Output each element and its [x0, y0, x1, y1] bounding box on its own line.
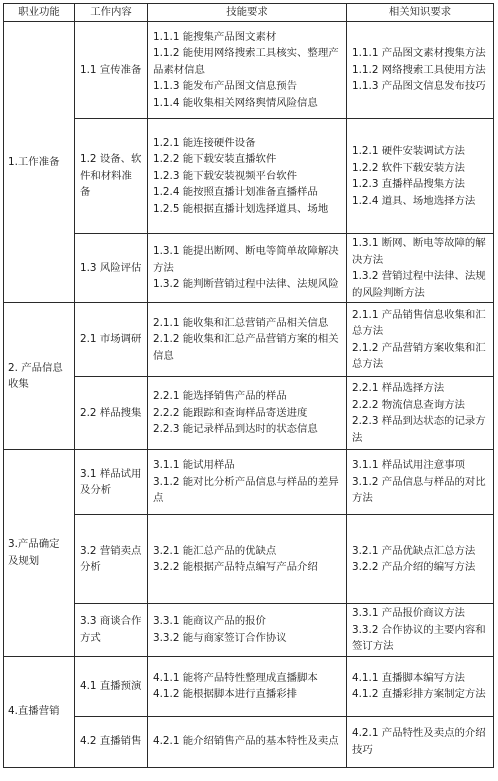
knowledge-requirements-cell: [347, 450, 494, 515]
knowledge-item: 2.2.1 样品选择方法: [352, 382, 445, 394]
knowledge-requirements-cell: [347, 119, 494, 234]
skill-item: 2.2.3 能记录样品到达时的状态信息: [153, 423, 318, 436]
knowledge-requirements-cell: [347, 716, 494, 767]
skill-item: 1.2.3 能下载安装视频平台软件: [153, 169, 298, 182]
knowledge-item: 3.2.1 产品优缺点汇总方法: [352, 544, 476, 557]
knowledge-item: 4.2.1 产品特性及卖点的介绍技巧: [352, 727, 486, 756]
skill-item: 2.1.1 能收集和汇总营销产品相关信息: [153, 316, 329, 329]
work-content-cell: 3.2 营销卖点分析: [75, 515, 148, 604]
knowledge-item: 3.3.1 产品报价商议方法: [352, 607, 465, 619]
skill-requirements-cell: [148, 604, 347, 657]
skill-item: 3.3.2 能与商家签订合作协议: [153, 631, 287, 644]
table-row: [4, 656, 494, 716]
knowledge-item: 3.2.2 产品介绍的编写方法: [352, 561, 476, 573]
knowledge-item: 1.1.2 网络搜索工具使用方法: [352, 63, 486, 76]
knowledge-item: 1.2.3 直播样品搜集方法: [352, 178, 465, 190]
table-row: [4, 303, 494, 377]
skill-requirements-cell: [148, 377, 347, 450]
table-row: [4, 604, 494, 657]
knowledge-requirements-cell: [347, 22, 494, 119]
knowledge-item: 2.2.2 物流信息查询方法: [352, 398, 465, 411]
knowledge-requirements-cell: [347, 656, 494, 716]
skill-item: 1.2.1 能连接硬件设备: [153, 136, 256, 149]
knowledge-item: 1.1.1 产品图文素材搜集方法: [352, 47, 486, 60]
work-content-cell: 1.1 宣传准备: [75, 22, 148, 119]
skill-item: 2.2.1 能选择销售产品的样品: [153, 390, 287, 403]
skill-requirements-cell: [148, 716, 347, 767]
knowledge-requirements-cell: [347, 604, 494, 657]
knowledge-item: 1.2.4 道具、场地选择方法: [352, 194, 476, 207]
skill-item: 4.2.1 能介绍销售产品的基本特性及卖点: [153, 735, 339, 748]
skill-requirements-cell: [148, 515, 347, 604]
function-cell: 2. 产品信息收集: [4, 303, 75, 450]
skill-requirements-cell: [148, 656, 347, 716]
table-row: [4, 119, 494, 234]
function-cell: 4.直播营销: [4, 656, 75, 767]
skill-requirements-cell: [148, 119, 347, 234]
knowledge-item: 1.2.2 软件下载安装方法: [352, 161, 465, 174]
knowledge-item: 1.2.1 硬件安装调试方法: [352, 145, 465, 157]
skill-item: 3.2.2 能根据产品特点编写产品介绍: [153, 561, 318, 573]
skill-item: 1.1.4 能收集相关网络舆情风险信息: [153, 96, 318, 109]
skill-item: 1.1.1 能搜集产品图文素材: [153, 30, 277, 43]
knowledge-requirements-cell: [347, 515, 494, 604]
skill-item: 1.1.3 能发布产品图文信息预告: [153, 80, 298, 93]
knowledge-item: 4.1.2 直播彩排方案制定方法: [352, 688, 486, 700]
skill-item: 4.1.2 能根据脚本进行直播彩排: [153, 688, 298, 700]
knowledge-item: 2.1.1 产品销售信息收集和汇总方法: [352, 308, 486, 337]
skill-requirements-cell: [148, 303, 347, 377]
header-function: 职业功能: [4, 4, 75, 22]
table-body: [4, 22, 494, 768]
table-row: [4, 234, 494, 303]
knowledge-item: 2.2.3 样品到达状态的记录方法: [352, 415, 486, 444]
knowledge-item: 3.1.1 样品试用注意事项: [352, 459, 465, 472]
header-knowledge-requirements: 相关知识要求: [347, 4, 494, 22]
skill-item: 2.2.2 能跟踪和查询样品寄送进度: [153, 406, 308, 419]
work-content-cell: 4.1 直播预演: [75, 656, 148, 716]
table-row: [4, 716, 494, 767]
function-cell: 3.产品确定及规划: [4, 450, 75, 657]
knowledge-requirements-cell: [347, 303, 494, 377]
table-row: [4, 515, 494, 604]
table-row: [4, 450, 494, 515]
knowledge-item: 4.1.1 直播脚本编写方法: [352, 671, 465, 684]
skill-item: 1.2.4 能按照直播计划准备直播样品: [153, 186, 318, 199]
skill-requirements-cell: [148, 234, 347, 303]
skill-item: 1.2.2 能下载安装直播软件: [153, 153, 277, 166]
skill-item: 3.2.1 能汇总产品的优缺点: [153, 544, 277, 557]
work-content-cell: 2.1 市场调研: [75, 303, 148, 377]
knowledge-requirements-cell: [347, 377, 494, 450]
skill-item: 1.2.5 能根据直播计划选择道具、场地: [153, 202, 329, 215]
work-content-cell: 1.3 风险评估: [75, 234, 148, 303]
skill-item: 2.1.2 能收集和汇总产品营销方案的相关信息: [153, 333, 339, 362]
work-content-cell: 4.2 直播销售: [75, 716, 148, 767]
work-content-cell: 2.2 样品搜集: [75, 377, 148, 450]
work-content-cell: 3.3 商谈合作方式: [75, 604, 148, 657]
table-row: [4, 377, 494, 450]
knowledge-item: 3.3.2 合作协议的主要内容和签订方法: [352, 623, 486, 652]
work-content-cell: 3.1 样品试用及分析: [75, 450, 148, 515]
work-content-cell: 1.2 设备、软件和材料准备: [75, 119, 148, 234]
skill-item: 1.3.2 能判断营销过程中法律、法规风险: [153, 278, 339, 291]
knowledge-item: 3.1.2 产品信息与样品的对比方法: [352, 475, 486, 505]
function-cell: 1.工作准备: [4, 22, 75, 303]
skill-item: 1.3.1 能提出断网、断电等简单故障解决方法: [153, 245, 339, 274]
skill-item: 3.1.1 能试用样品: [153, 459, 235, 472]
skill-item: 1.1.2 能使用网络搜索工具核实、整理产品素材信息: [153, 47, 339, 76]
knowledge-item: 1.3.1 断网、断电等故障的解决方法: [352, 237, 486, 266]
knowledge-item: 1.1.3 产品图文信息发布技巧: [352, 80, 486, 93]
knowledge-item: 1.3.2 营销过程中法律、法规的风险判断方法: [352, 270, 486, 299]
skill-requirements-cell: [148, 450, 347, 515]
skill-item: 4.1.1 能将产品特性整理成直播脚本: [153, 671, 318, 684]
skill-item: 3.1.2 能对比分析产品信息与样品的差异点: [153, 475, 339, 505]
skill-item: 3.3.1 能商议产品的报价: [153, 615, 266, 628]
knowledge-requirements-cell: [347, 234, 494, 303]
header-work-content: 工作内容: [75, 4, 148, 22]
knowledge-item: 2.1.2 产品营销方案收集和汇总方法: [352, 341, 486, 370]
skills-table: [3, 3, 494, 768]
header-skill-requirements: 技能要求: [148, 4, 347, 22]
header-row: [4, 4, 494, 22]
table-row: [4, 22, 494, 119]
skill-requirements-cell: [148, 22, 347, 119]
